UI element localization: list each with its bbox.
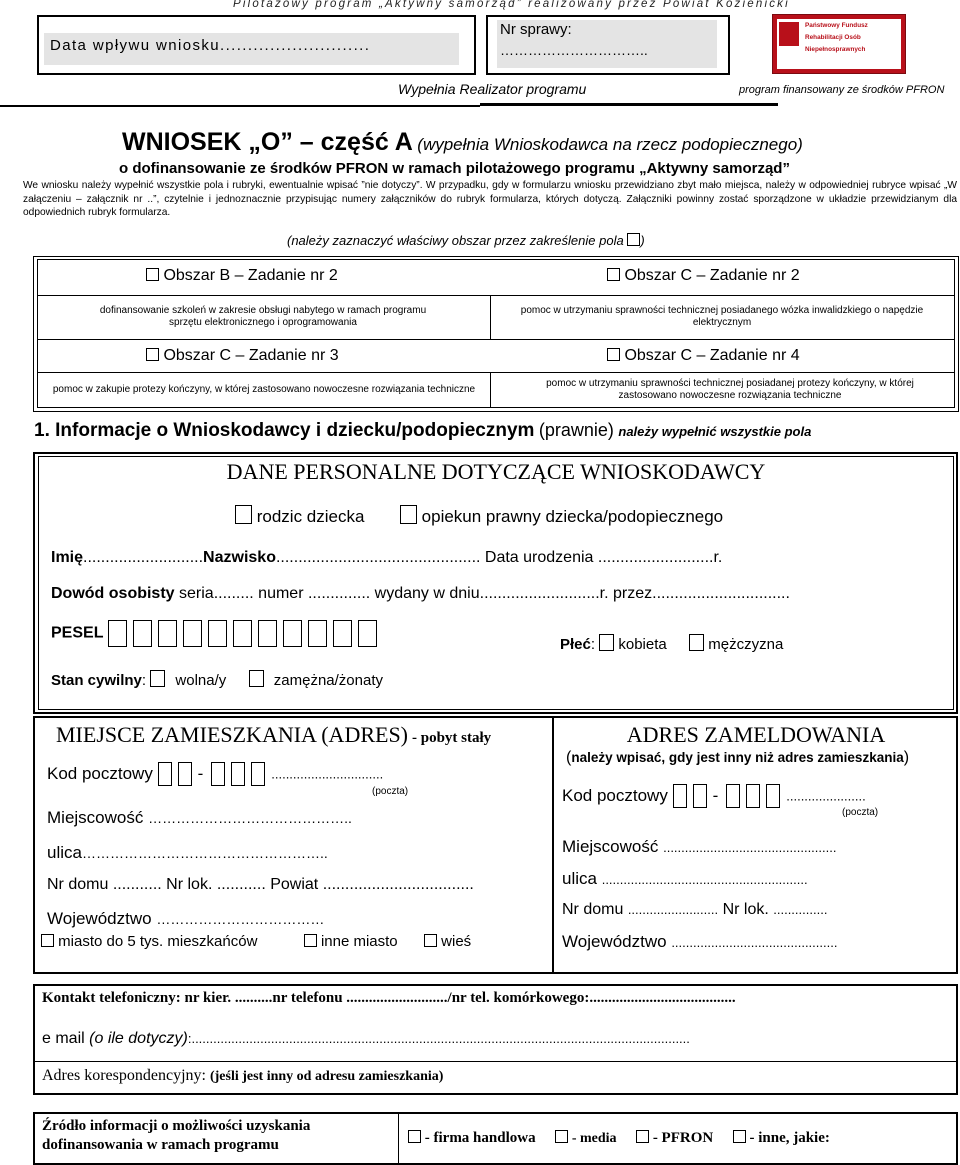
- registration-city-field[interactable]: ................................................: [663, 840, 837, 855]
- id-issuer-label: przez: [613, 585, 653, 602]
- email-field[interactable]: :..........................................................................................................................................: [187, 1031, 690, 1046]
- registration-house-row: [562, 901, 827, 919]
- residence-voiv-row: [47, 909, 324, 929]
- registration-postal-row: [562, 784, 866, 808]
- email-paren: (o ile dotyczy): [89, 1030, 188, 1047]
- checkbox-icon: [627, 233, 640, 246]
- contact-divider: [33, 1061, 958, 1062]
- locality-village-checkbox[interactable]: [424, 934, 437, 947]
- pesel-digit-box[interactable]: [208, 620, 227, 647]
- registration-street-label: ulica: [562, 869, 597, 888]
- pesel-digit-box[interactable]: [158, 620, 177, 647]
- residence-street-label: ulica: [47, 843, 82, 862]
- first-name-field[interactable]: ...........................: [83, 549, 204, 566]
- area-option-c4[interactable]: [607, 347, 800, 365]
- area-hint: [287, 233, 645, 248]
- id-row: [51, 585, 790, 603]
- case-number-label: Nr sprawy:: [500, 21, 572, 38]
- residence-flat-field[interactable]: ...........: [216, 876, 266, 893]
- id-issued-label: wydany w dniu: [374, 585, 480, 602]
- registration-note-close: ): [903, 749, 910, 766]
- pesel-digit-box[interactable]: [133, 620, 152, 647]
- area-c2-title: Obszar C – Zadanie nr 2: [624, 267, 800, 284]
- personal-data-title: DANE PERSONALNE DOTYCZĄCE WNIOSKODAWCY: [226, 459, 766, 484]
- residence-city-row: [47, 808, 352, 828]
- area-option-c2[interactable]: [607, 267, 800, 285]
- residence-post-office-field[interactable]: ...............................: [271, 766, 384, 782]
- dob-field[interactable]: ..........................: [597, 549, 714, 566]
- registration-house-field[interactable]: .........................: [627, 902, 719, 917]
- sex-female-label: kobieta: [618, 636, 667, 653]
- pesel-digit-box[interactable]: [358, 620, 377, 647]
- form-title-suffix: (wypełnia Wnioskodawca na rzecz podopiecznego): [417, 135, 803, 154]
- pesel-row: [51, 620, 383, 647]
- sex-label: Płeć: [560, 636, 591, 653]
- source-shop-label: - firma handlowa: [424, 1130, 536, 1146]
- first-name-label: Imię: [51, 549, 84, 566]
- areas-divider-h1: [37, 295, 955, 296]
- registration-postal-label: Kod pocztowy: [562, 786, 668, 805]
- correspondence-row: [42, 1067, 443, 1085]
- surname-field[interactable]: ..............................................: [275, 549, 481, 566]
- area-option-b2[interactable]: [146, 267, 338, 285]
- source-media-label: - media: [571, 1131, 617, 1146]
- area-hint-end: ): [640, 233, 645, 248]
- registration-street-field[interactable]: .........................................................: [601, 872, 808, 887]
- postal-digit-box[interactable]: [178, 762, 192, 786]
- pesel-digit-box[interactable]: [308, 620, 327, 647]
- areas-divider-h2: [37, 339, 955, 340]
- sex-male-checkbox[interactable]: [689, 634, 704, 651]
- registration-city-label: Miejscowość: [562, 837, 659, 856]
- id-series-label: seria: [179, 585, 214, 602]
- email-label: e mail: [42, 1030, 85, 1047]
- dob-label: Data urodzenia: [484, 549, 594, 566]
- id-issued-suffix: r.: [599, 585, 609, 602]
- section1-heading-note: należy wypełnić wszystkie pola: [618, 424, 812, 439]
- instructions: We wniosku należy wypełnić wszystkie pola i rubryki, ewentualnie wpisać ”nie dotyczy”. W przypadku, gdy w formularzu wniosku przewidziano zbyt mało miejsca, należy w odpowiedniej rubryce wpisać „W załączeniu – załącznik nr ..”, czytelnie i jednoznacznie przypisując numery załączników do rubryk formularza, których dotyczą. Załączniki powinny zostać sporządzone w układzie przewidzianym dla odpowiednich rubryk formularza.: [23, 180, 957, 218]
- source-shop-checkbox[interactable]: [408, 1130, 421, 1143]
- pfron-logo: [772, 14, 906, 74]
- area-c3-desc: pomoc w zakupie protezy kończyny, w której zastosowano nowoczesne rozwiązania techniczne: [52, 384, 476, 395]
- id-issuer-field[interactable]: ...............................: [652, 585, 790, 602]
- registration-flat-label: Nr lok.: [722, 901, 769, 918]
- sex-male-label: mężczyzna: [708, 636, 784, 653]
- postal-digit-box[interactable]: [746, 784, 760, 808]
- residence-voiv-label: Województwo: [47, 909, 152, 928]
- registration-note: [566, 749, 909, 767]
- postal-digit-box[interactable]: [211, 762, 225, 786]
- registration-voiv-field[interactable]: ..............................................: [671, 935, 838, 950]
- form-subtitle: o dofinansowanie ze środków PFRON w ramach pilotażowego programu „Aktywny samorząd”: [119, 160, 790, 177]
- registration-note-text: należy wpisać, gdy jest inny niż adres zamieszkania: [571, 750, 904, 765]
- area-b2-checkbox[interactable]: [146, 268, 159, 281]
- id-number-label: numer: [258, 585, 304, 602]
- sex-row: [560, 634, 783, 653]
- area-hint-text: (należy zaznaczyć właściwy obszar przez zakreślenie pola: [287, 233, 624, 248]
- section1-heading-paren: (prawnie): [538, 420, 614, 440]
- id-number-field[interactable]: ..............: [307, 585, 371, 602]
- correspondence-label: Adres korespondencyjny:: [42, 1067, 206, 1084]
- pesel-digit-box[interactable]: [233, 620, 252, 647]
- registration-house-label: Nr domu: [562, 901, 624, 918]
- civil-status-label: Stan cywilny: [51, 672, 142, 689]
- area-b2-desc: dofinansowanie szkoleń w zakresie obsługi nabytego w ramach programu sprzętu elektronicznego i oprogramowania: [99, 305, 427, 328]
- residence-title-text: MIEJSCE ZAMIESZKANIA (ADRES): [56, 722, 408, 747]
- residence-house-row: [47, 876, 474, 894]
- pesel-digit-box[interactable]: [283, 620, 302, 647]
- registration-street-row: [562, 869, 808, 889]
- area-c3-checkbox[interactable]: [146, 348, 159, 361]
- residence-street-row: [47, 843, 328, 863]
- logo-line-1: Państwowy Fundusz: [805, 22, 868, 29]
- email-row: [42, 1030, 690, 1048]
- pesel-digit-box[interactable]: [183, 620, 202, 647]
- areas-divider-v: [490, 295, 491, 339]
- section1-heading-text: 1. Informacje o Wnioskodawcy i dziecku/podopiecznym: [34, 420, 535, 441]
- area-c4-title: Obszar C – Zadanie nr 4: [624, 347, 800, 364]
- residence-voiv-field[interactable]: ………………………………: [156, 911, 325, 927]
- logo-line-3: Niepełnosprawnych: [805, 46, 866, 53]
- logo-line-2: Rehabilitacji Osób: [805, 34, 861, 41]
- area-option-c3[interactable]: [146, 347, 339, 365]
- filled-by-realizator: Wypełnia Realizator programu: [398, 81, 587, 97]
- header-rule-left: [0, 105, 480, 107]
- postal-dash: -: [712, 786, 719, 805]
- sex-female-checkbox[interactable]: [599, 634, 614, 651]
- registration-voiv-row: [562, 932, 837, 952]
- registration-postal-hint: (poczta): [842, 807, 879, 818]
- residence-title-suffix: - pobyt stały: [412, 730, 492, 746]
- registration-flat-field[interactable]: ...............: [773, 902, 828, 917]
- area-c3-title: Obszar C – Zadanie nr 3: [163, 347, 339, 364]
- date-received-label: [50, 37, 370, 54]
- postal-digit-box[interactable]: [158, 762, 172, 786]
- logo-mark: [779, 22, 799, 46]
- area-b2-title: Obszar B – Zadanie nr 2: [163, 267, 338, 284]
- surname-label: Nazwisko: [203, 549, 276, 566]
- area-c4-desc: pomoc w utrzymaniu sprawności technicznej posiadanej protezy kończyny, w której zastosowano nowoczesne rozwiązania techniczne: [546, 378, 914, 401]
- area-c2-desc: pomoc w utrzymaniu sprawności technicznej posiadanego wózka inwalidzkiego o napędzie elektrycznym: [520, 305, 924, 328]
- source-label: Źródło informacji o możliwości uzyskania dofinansowania w ramach programu: [42, 1118, 311, 1153]
- postal-digit-box[interactable]: [693, 784, 707, 808]
- case-number-dots: …………………………..: [500, 42, 648, 58]
- civil-single-checkbox[interactable]: [150, 670, 165, 687]
- funded-by: program finansowany ze środków PFRON: [739, 84, 945, 96]
- registration-post-office-field[interactable]: ......................: [786, 788, 866, 804]
- locality-small-town-label: miasto do 5 tys. mieszkańców: [58, 933, 258, 950]
- header-rule-right: [480, 103, 778, 106]
- date-label-text: Data wpływu wniosku: [50, 37, 220, 54]
- pesel-label: PESEL: [51, 624, 104, 642]
- civil-married-checkbox[interactable]: [249, 670, 264, 687]
- locality-small-town-checkbox[interactable]: [41, 934, 54, 947]
- locality-other-town-label: inne miasto: [320, 933, 398, 950]
- areas-divider-v2: [490, 372, 491, 408]
- residence-postal-hint: (poczta): [372, 786, 409, 797]
- registration-title: ADRES ZAMELDOWANIA: [626, 722, 886, 747]
- civil-status-colon: :: [141, 672, 147, 689]
- address-divider: [552, 716, 554, 974]
- name-row: [51, 549, 722, 567]
- residence-house-label: Nr domu: [47, 876, 109, 893]
- registration-city-row: [562, 837, 836, 857]
- area-c4-checkbox[interactable]: [607, 348, 620, 361]
- source-pfron-label: - PFRON: [652, 1130, 714, 1146]
- registration-voiv-label: Województwo: [562, 932, 667, 951]
- source-divider: [398, 1112, 399, 1165]
- applicant-parent-label: rodzic dziecka: [256, 507, 365, 526]
- id-issued-field[interactable]: ...........................: [479, 585, 600, 602]
- phone-row[interactable]: Kontakt telefoniczny: nr kier. ..........nr telefonu .........................../nr tel. komórkowego:.......................................: [42, 990, 736, 1006]
- id-series-field[interactable]: .........: [213, 585, 254, 602]
- pesel-digit-box[interactable]: [258, 620, 277, 647]
- residence-county-field[interactable]: ..................................: [322, 876, 474, 893]
- program-line: Pilotażowy program „Aktywny samorząd” realizowany przez Powiat Kozienicki: [233, 0, 790, 10]
- postal-digit-box[interactable]: [766, 784, 780, 808]
- source-media-checkbox[interactable]: [555, 1130, 568, 1143]
- postal-digit-box[interactable]: [673, 784, 687, 808]
- section1-heading: [34, 420, 811, 442]
- applicant-guardian-label: opiekun prawny dziecka/podopiecznego: [421, 507, 724, 526]
- residence-postal-label: Kod pocztowy: [47, 764, 153, 783]
- residence-city-field[interactable]: ……………………………………..: [148, 810, 352, 826]
- source-pfron-checkbox[interactable]: [636, 1130, 649, 1143]
- locality-other-town-checkbox[interactable]: [304, 934, 317, 947]
- civil-married-label: zamężna/żonaty: [273, 672, 383, 689]
- pesel-digit-box[interactable]: [333, 620, 352, 647]
- source-other-label: - inne, jakie:: [749, 1130, 830, 1146]
- applicant-parent-checkbox[interactable]: [235, 505, 252, 524]
- residence-title: [56, 722, 491, 748]
- pesel-digit-box[interactable]: [108, 620, 127, 647]
- civil-status-row: [51, 670, 383, 689]
- dob-suffix: r.: [713, 549, 723, 566]
- postal-digit-box[interactable]: [231, 762, 245, 786]
- residence-flat-label: Nr lok.: [166, 876, 213, 893]
- correspondence-note: (jeśli jest inny od adresu zamieszkania): [209, 1069, 444, 1084]
- applicant-guardian-checkbox[interactable]: [400, 505, 417, 524]
- source-other-checkbox[interactable]: [733, 1130, 746, 1143]
- residence-postal-row: [47, 762, 383, 786]
- civil-single-label: wolna/y: [175, 672, 227, 689]
- residence-city-label: Miejscowość: [47, 808, 144, 827]
- sex-colon: :: [590, 636, 596, 653]
- postal-digit-box[interactable]: [726, 784, 740, 808]
- area-c2-checkbox[interactable]: [607, 268, 620, 281]
- date-dots: ...........................: [220, 37, 371, 54]
- residence-county-label: Powiat: [270, 876, 319, 893]
- postal-digit-box[interactable]: [251, 762, 265, 786]
- source-options: [408, 1130, 830, 1147]
- applicant-type-row: [235, 505, 723, 527]
- form-title: [122, 128, 803, 157]
- postal-dash: -: [197, 764, 204, 783]
- form-title-main: WNIOSEK „O” – część A: [122, 128, 413, 156]
- residence-house-field[interactable]: ...........: [112, 876, 162, 893]
- locality-type-row: [41, 933, 471, 950]
- registration-note-open: (: [566, 749, 572, 766]
- residence-street-field[interactable]: ……………………………………………..: [81, 845, 328, 861]
- areas-divider-h3: [37, 372, 955, 373]
- locality-village-label: wieś: [441, 933, 472, 950]
- id-card-label: Dowód osobisty: [51, 585, 175, 602]
